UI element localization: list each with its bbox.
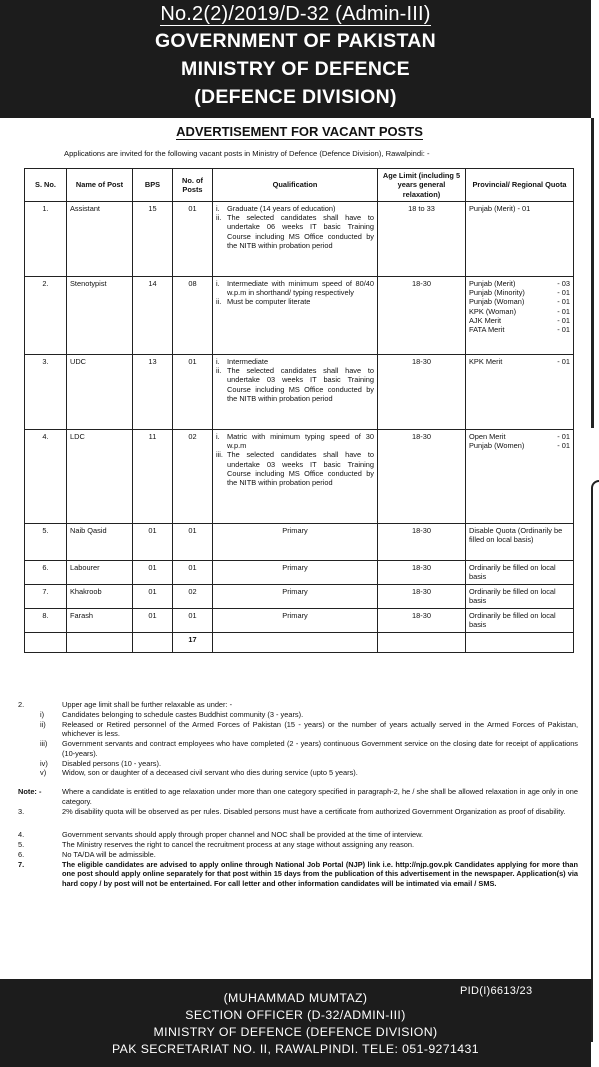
total-empty-cell — [133, 632, 173, 652]
cell-sno: 2. — [25, 276, 67, 354]
table-row — [25, 201, 574, 276]
para-6: 6. No TA/DA will be admissible. — [18, 849, 156, 859]
cell-posts: 01 — [173, 560, 213, 584]
qualification-item: i. Intermediate with minimum speed of 80/40 w.p.m in shorthand/ typing respectively — [216, 278, 374, 297]
qualification-item: iii. The selected candidates shall have to undertake 03 weeks IT basic Training Course including MS Office conducted by the NITB within probation period — [216, 450, 374, 487]
page-edge — [591, 0, 599, 1067]
cell-quota: Ordinarily be filled on local basis — [466, 584, 574, 608]
advertisement-title: ADVERTISEMENT FOR VACANT POSTS — [176, 124, 423, 139]
cell-age-limit: 18-30 — [378, 584, 466, 608]
cell-quota: Ordinarily be filled on local basis — [466, 560, 574, 584]
qualification-item: i. Matric with minimum typing speed of 30 w.p.m — [216, 431, 374, 450]
para-3: 3. 2% disability quota will be observed as per rules. Disabled persons must have a certificate from authorized Government Organization as proof of disability. — [18, 806, 566, 816]
cell-age-limit: 18-30 — [378, 354, 466, 429]
quota-item: KPK (Woman) - 01 — [469, 306, 570, 316]
pid-number: PID(I)6613/23 — [460, 985, 533, 997]
cell-bps: 01 — [133, 523, 173, 560]
quota-item: AJK Merit - 01 — [469, 315, 570, 325]
qualification-item: i. Intermediate — [216, 356, 269, 366]
officer-organization: MINISTRY OF DEFENCE (DEFENCE DIVISION) — [153, 1025, 438, 1039]
officer-designation: SECTION OFFICER (D-32/ADMIN-III) — [185, 1008, 406, 1022]
cell-qualification — [213, 429, 378, 523]
cell-sno: 6. — [25, 560, 67, 584]
header-sno: S. No. — [25, 169, 67, 202]
cell-bps: 14 — [133, 276, 173, 354]
sub-iv: iv) Disabled persons (10 - years). — [40, 758, 161, 768]
cell-post-name: Farash — [67, 608, 133, 632]
cell-age-limit: 18-30 — [378, 429, 466, 523]
table-row — [25, 429, 574, 523]
cell-sno: 8. — [25, 608, 67, 632]
cell-posts: 02 — [173, 429, 213, 523]
cell-posts: 01 — [173, 523, 213, 560]
para-4: 4. Government servants should apply through proper channel and NOC shall be provided at the time of interview. — [18, 830, 424, 840]
cell-quota — [466, 429, 574, 523]
cell-quota: Disable Quota (Ordinarily be filled on local basis) — [466, 523, 574, 560]
cell-quota — [466, 201, 574, 276]
cell-age-limit: 18-30 — [378, 276, 466, 354]
total-empty-cell — [25, 632, 67, 652]
cell-quota — [466, 276, 574, 354]
cell-sno: 4. — [25, 429, 67, 523]
cell-posts: 01 — [173, 608, 213, 632]
table-row — [25, 584, 574, 608]
cell-qualification — [213, 276, 378, 354]
cell-age-limit: 18-30 — [378, 608, 466, 632]
cell-post-name: Assistant — [67, 201, 133, 276]
cell-bps: 01 — [133, 584, 173, 608]
quota-item: Open Merit - 01 — [469, 431, 570, 441]
cell-bps: 01 — [133, 608, 173, 632]
cell-bps: 13 — [133, 354, 173, 429]
total-row — [25, 632, 574, 652]
header-name: Name of Post — [67, 169, 133, 202]
cell-bps: 01 — [133, 560, 173, 584]
cell-post-name: Stenotypist — [67, 276, 133, 354]
qualification-item: ii. The selected candidates shall have to undertake 03 weeks IT basic Training Course including MS Office conducted by the NITB within probation period — [216, 366, 374, 403]
vacancy-table — [24, 168, 574, 653]
cell-post-name: UDC — [67, 354, 133, 429]
cell-qualification — [213, 354, 378, 429]
header-bps: BPS — [133, 169, 173, 202]
cell-quota — [466, 354, 574, 429]
table-row — [25, 523, 574, 560]
cell-post-name: Labourer — [67, 560, 133, 584]
sub-i: i) Candidates belonging to schedule castes Buddhist community (3 - years). — [40, 709, 304, 719]
cell-qualification: Primary — [213, 523, 378, 560]
cell-age-limit: 18 to 33 — [378, 201, 466, 276]
cell-posts: 02 — [173, 584, 213, 608]
officer-address: PAK SECRETARIAT NO. II, RAWALPINDI. TELE: 051-9271431 — [111, 1042, 479, 1056]
header-quota: Provincial/ Regional Quota — [466, 169, 574, 202]
quota-item: Punjab (Woman) - 01 — [469, 297, 570, 307]
table-header-row — [25, 169, 574, 202]
quota-item: Punjab (Merit) - 01 — [469, 203, 531, 213]
cell-qualification: Primary — [213, 608, 378, 632]
cell-post-name: Naib Qasid — [67, 523, 133, 560]
cell-bps: 15 — [133, 201, 173, 276]
header-age: Age Limit (including 5 years general relaxation) — [378, 169, 466, 202]
cell-sno: 7. — [25, 584, 67, 608]
quota-item: Punjab (Women) - 01 — [469, 441, 570, 450]
total-empty-cell — [466, 632, 574, 652]
sub-iii: iii) Government servants and contract employees who have completed (2 - years) continuous Government service on the closing date for receipt of applications (10-years). — [40, 739, 578, 758]
quota-item: Punjab (Merit) - 03 — [469, 278, 570, 288]
header-government: GOVERNMENT OF PAKISTAN — [154, 30, 437, 52]
cell-qualification: Primary — [213, 560, 378, 584]
header-banner — [0, 0, 591, 118]
quota-item: FATA Merit - 01 — [469, 325, 570, 334]
cell-sno: 5. — [25, 523, 67, 560]
header-posts: No. of Posts — [173, 169, 213, 202]
table-row — [25, 608, 574, 632]
cell-age-limit: 18-30 — [378, 560, 466, 584]
cell-quota: Ordinarily be filled on local basis — [466, 608, 574, 632]
cell-sno: 3. — [25, 354, 67, 429]
cell-posts: 01 — [173, 201, 213, 276]
cell-age-limit: 18-30 — [378, 523, 466, 560]
table-row — [25, 560, 574, 584]
note: Note: - Where a candidate is entitled to age relaxation under more than one category specified in paragraph-2, he / she shall be allowed relaxation in age only in one category. — [18, 787, 578, 806]
header-ministry: MINISTRY OF DEFENCE — [181, 58, 410, 80]
qualification-item: i. Graduate (14 years of education) — [216, 203, 336, 213]
header-qualification: Qualification — [213, 169, 378, 202]
para-2: 2. Upper age limit shall be further relaxable as under: - — [18, 700, 233, 709]
qualification-item: ii. Must be computer literate — [216, 297, 311, 307]
total-empty-cell — [378, 632, 466, 652]
intro-text: Applications are invited for the following vacant posts in Ministry of Defence (Defence Division), Rawalpindi: - — [64, 149, 430, 158]
cell-qualification — [213, 201, 378, 276]
para-7: 7. The eligible candidates are advised to apply online through National Job Portal (NJP) link i.e. http://njp.gov.pk Candidates applying for more than one post should apply online separately for that post within 15 days from the publication of this advertisement in the newspaper. Application(s) via hard copy / by post will not be entertained. For call letter and other information candidates will be intimated via email / SMS. — [18, 859, 578, 889]
header-division: (DEFENCE DIVISION) — [194, 86, 397, 108]
officer-name: (MUHAMMAD MUMTAZ) — [223, 991, 368, 1005]
cell-posts: 01 — [173, 354, 213, 429]
sub-v: v) Widow, son or daughter of a deceased civil servant who dies during service (upto 5 years). — [40, 768, 358, 778]
total-empty-cell — [213, 632, 378, 652]
cell-post-name: Khakroob — [67, 584, 133, 608]
cell-post-name: LDC — [67, 429, 133, 523]
qualification-item: ii. The selected candidates shall have to undertake 06 weeks IT basic Training Course including MS Office conducted by the NITB within probation period — [216, 213, 374, 250]
table-row — [25, 276, 574, 354]
notes-section — [18, 700, 578, 889]
cell-bps: 11 — [133, 429, 173, 523]
footer-banner — [0, 979, 591, 1067]
para-5: 5. The Ministry reserves the right to cancel the recruitment process at any stage without assigning any reason. — [18, 840, 415, 850]
sub-ii: ii) Released or Retired personnel of the Armed Forces of Pakistan (15 - years) or the number of years actually served in the Armed Forces of Pakistan, whichever is less. — [40, 719, 578, 739]
reference-number: No.2(2)/2019/D-32 (Admin-III) — [160, 3, 431, 25]
quota-item: Punjab (Minority) - 01 — [469, 288, 570, 297]
quota-item: KPK Merit - 01 — [469, 356, 570, 366]
total-posts: 17 — [173, 632, 213, 652]
total-empty-cell — [67, 632, 133, 652]
cell-qualification: Primary — [213, 584, 378, 608]
table-row — [25, 354, 574, 429]
cell-posts: 08 — [173, 276, 213, 354]
cell-sno: 1. — [25, 201, 67, 276]
